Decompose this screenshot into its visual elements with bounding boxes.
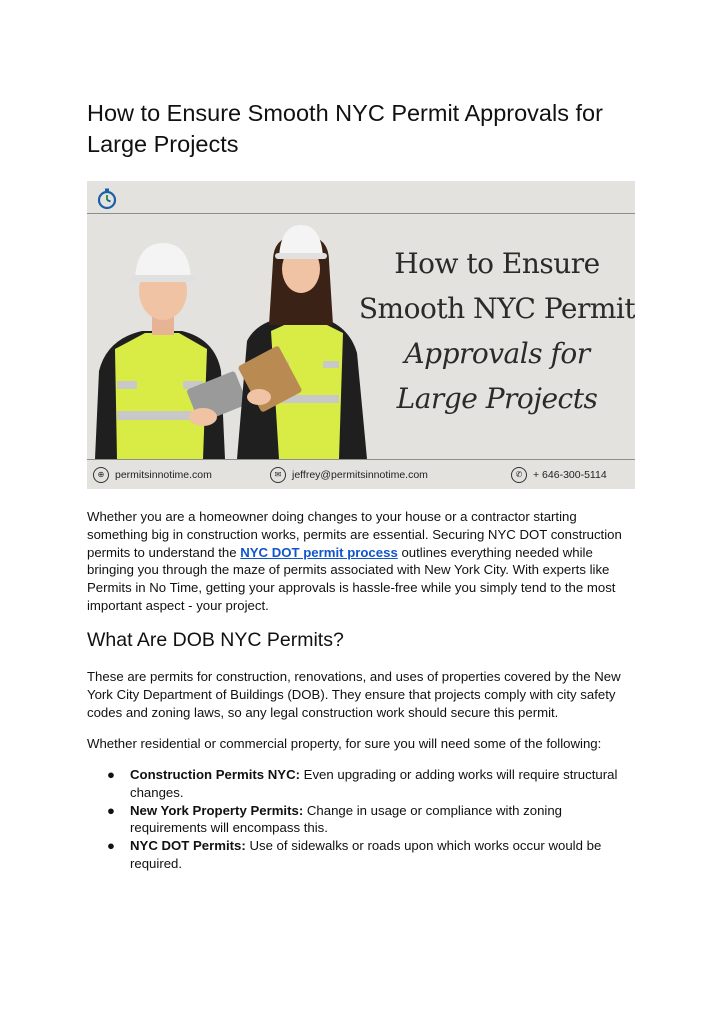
list-item (87, 802, 635, 838)
list-item-text: Use of sidewalks or roads upon which works occur would be required. (130, 838, 602, 871)
list-item-text: Change in usage or compliance with zoning requirements will encompass this. (130, 802, 562, 836)
stopwatch-logo-icon (95, 187, 119, 211)
list-item-label: NYC DOT Permits: (130, 838, 246, 854)
banner-email (270, 460, 428, 489)
list-item (87, 766, 635, 802)
website-text: permitsinnotime.com (115, 468, 212, 481)
banner-website (93, 460, 212, 489)
intro-text-before-link: Whether you are a homeowner doing changes to your house or a contractor starting something big in construction works, permits are essential. Securing NYC DOT construction permits to understand the (87, 509, 622, 560)
phone-icon: ✆ (511, 467, 527, 483)
hero-banner-image (87, 181, 635, 489)
phone-text: + 646-300-5114 (533, 468, 607, 481)
banner-top-divider (87, 213, 635, 214)
page-title: How to Ensure Smooth NYC Permit Approvals for Large Projects (87, 100, 603, 157)
list-item (87, 837, 635, 873)
banner-heading-line-3: Approvals for (404, 337, 590, 370)
email-text: jeffrey@permitsinnotime.com (292, 468, 428, 481)
mail-icon: ✉ (270, 467, 286, 483)
section-paragraph: These are permits for construction, renovations, and uses of properties covered by the New York City Department of Buildings (DOB). They ensure that projects comply with city safety codes and zoning laws, so any legal construction work should secure this permit. (87, 669, 621, 720)
list-item-label: Construction Permits NYC: (130, 767, 300, 782)
bullet-icon: ● (107, 838, 115, 854)
bullet-icon: ● (107, 802, 115, 818)
globe-icon: ⊕ (93, 467, 109, 483)
banner-heading-line-2: Smooth NYC Permit (358, 292, 635, 325)
permit-types-list (87, 766, 635, 873)
list-item-text: Even upgrading or adding works will require structural changes. (130, 767, 618, 800)
intro-paragraph (87, 508, 635, 615)
banner-phone (511, 460, 607, 489)
nyc-dot-permit-process-link[interactable]: NYC DOT permit process (240, 544, 398, 560)
intro-text-after-link: outlines everything needed while bringing you through the maze of permits associated with New York City. With experts like Permits in No Time, getting your approvals is hassle-free while you simply tend to the most important aspect - your project. (87, 544, 616, 613)
list-item-label: New York Property Permits: (130, 802, 304, 818)
banner-heading-line-4: Large Projects (396, 382, 598, 415)
bullet-icon: ● (107, 767, 115, 782)
banner-heading-line-1: How to Ensure (394, 247, 600, 280)
construction-workers-photo (87, 221, 377, 459)
list-intro-paragraph: Whether residential or commercial property, for sure you will need some of the following: (87, 736, 602, 751)
section-heading: What Are DOB NYC Permits? (87, 629, 344, 651)
banner-heading (357, 241, 635, 421)
